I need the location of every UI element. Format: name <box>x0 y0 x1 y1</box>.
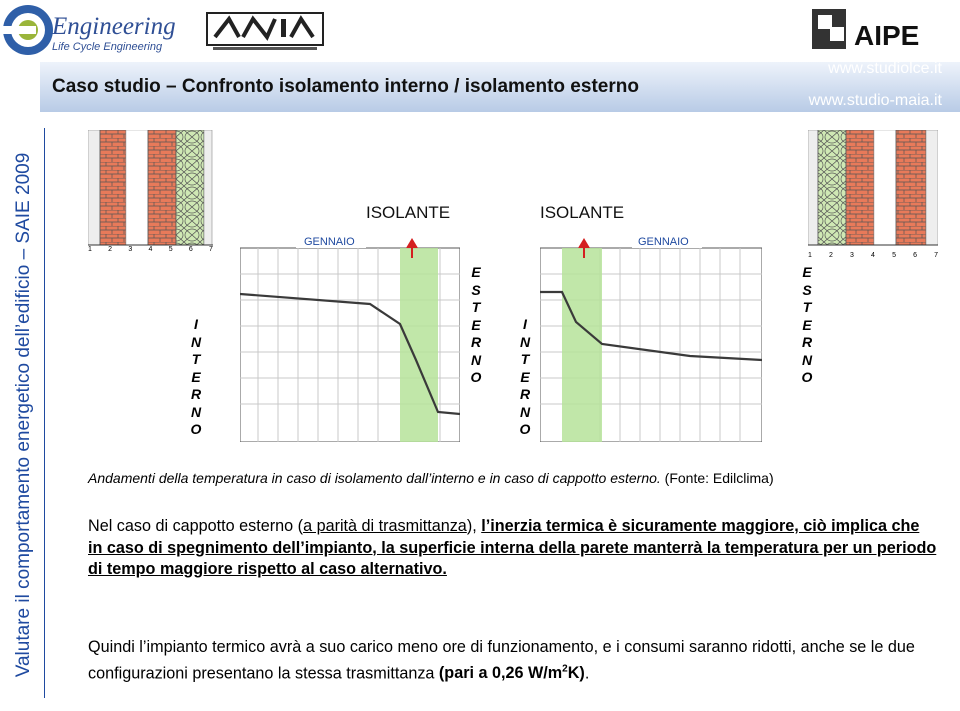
website-link-maia[interactable]: www.studio-maia.it <box>808 92 942 109</box>
letter: N <box>470 351 482 368</box>
tick-label: 6 <box>913 252 917 259</box>
transmittance-value <box>439 664 585 682</box>
sidebar-divider <box>44 128 45 698</box>
caption-text: Andamenti della temperatura in caso di isolamento dall’interno e in caso di cappotto esterno. <box>88 470 661 486</box>
tick-label: 6 <box>188 246 193 253</box>
lc-engineering-logo <box>2 2 192 58</box>
label-esterno-right <box>799 264 815 387</box>
paragraph-conclusion <box>88 637 938 684</box>
tick-label: 7 <box>934 252 938 259</box>
isolante-label-right: ISOLANTE <box>540 203 625 222</box>
svg-text:AIPE: AIPE <box>854 20 920 51</box>
sidebar-vertical-caption: Valutare il comportamento energetico dell’edificio – SAIE 2009 <box>13 152 34 678</box>
chart-title-gennaio: GENNAIO <box>304 236 355 248</box>
wall-ticks-right <box>808 252 938 259</box>
tick-label: 5 <box>168 246 173 253</box>
paragraph-text: ), <box>466 517 482 535</box>
tick-label: 3 <box>128 246 133 253</box>
caption-source: (Fonte: Edilclima) <box>660 470 774 486</box>
tick-label: 1 <box>808 252 812 259</box>
tick-label: 5 <box>892 252 896 259</box>
letter: O <box>801 369 813 385</box>
temperature-profile-interno <box>240 234 460 442</box>
tick-label: 7 <box>209 246 213 253</box>
letter: O <box>519 421 531 437</box>
letter: R <box>801 334 813 350</box>
tick-label: 3 <box>850 252 854 259</box>
letter: E <box>471 264 481 280</box>
tick-label: 2 <box>108 246 113 253</box>
letter: O <box>190 421 202 437</box>
maia-logo <box>205 5 325 55</box>
wall-ticks-left <box>88 246 213 253</box>
letter: N <box>519 403 531 420</box>
letter: S <box>471 281 481 298</box>
tick-label: 4 <box>148 246 153 253</box>
tick-label: 2 <box>829 252 833 259</box>
temperature-profile-esterno <box>540 234 762 442</box>
website-link-lce[interactable]: www.studiolce.it <box>828 60 942 77</box>
letter: E <box>802 264 812 280</box>
letter: E <box>191 368 201 385</box>
letter: E <box>520 368 530 385</box>
letter: R <box>470 334 482 350</box>
svg-text:Life Cycle Engineering: Life Cycle Engineering <box>52 41 163 53</box>
page-title: Caso studio – Confronto isolamento interno / isolamento esterno <box>52 76 639 97</box>
bold-text: (pari a 0,26 W/m <box>438 663 563 682</box>
paragraph-text: Nel caso di cappotto esterno ( <box>88 517 304 535</box>
figure-caption <box>88 470 774 486</box>
paragraph-inertia <box>88 516 938 581</box>
letter: T <box>191 351 201 367</box>
letter: T <box>802 299 812 315</box>
isolante-label-left: ISOLANTE <box>366 203 451 222</box>
svg-text:Engineering: Engineering <box>52 13 176 40</box>
letter: S <box>802 281 812 298</box>
letter: I <box>523 316 527 332</box>
label-interno-right <box>517 316 533 439</box>
wall-section-interno <box>88 130 213 260</box>
paragraph-text: . <box>584 663 590 682</box>
paragraph-bold-underlined: l’inerzia termica è sicuramente maggiore, ciò implica che in caso di spegnimento dell’impianto, la superficie interna della parete manterrà la temperatura per un periodo di tempo maggiore rispetto al caso alternativo. <box>88 517 937 578</box>
paragraph-underlined: a parità di trasmittanza <box>303 517 467 535</box>
letter: T <box>520 351 530 367</box>
letter: R <box>190 386 202 402</box>
letter: E <box>802 316 812 333</box>
bold-text: K) <box>567 663 585 682</box>
letter: N <box>190 403 202 420</box>
label-esterno-left <box>468 264 484 387</box>
tick-label: 1 <box>88 246 92 253</box>
letter: I <box>194 316 198 332</box>
chart-title-gennaio: GENNAIO <box>638 236 689 248</box>
wall-section-esterno <box>808 130 938 260</box>
letter: O <box>470 369 482 385</box>
letter: N <box>190 333 202 350</box>
superscript: 2 <box>562 663 568 675</box>
letter: R <box>519 386 531 402</box>
letter: E <box>471 316 481 333</box>
letter: T <box>471 299 481 315</box>
tick-label: 4 <box>871 252 875 259</box>
paragraph-text: Quindi l’impianto termico avrà a suo carico meno ore di funzionamento, e i consumi saranno ridotti, anche se le due configurazioni presentano la stessa trasmittanza <box>88 638 915 682</box>
letter: N <box>519 333 531 350</box>
letter: N <box>801 351 813 368</box>
label-interno-left <box>188 316 204 439</box>
aipe-logo <box>808 5 948 55</box>
